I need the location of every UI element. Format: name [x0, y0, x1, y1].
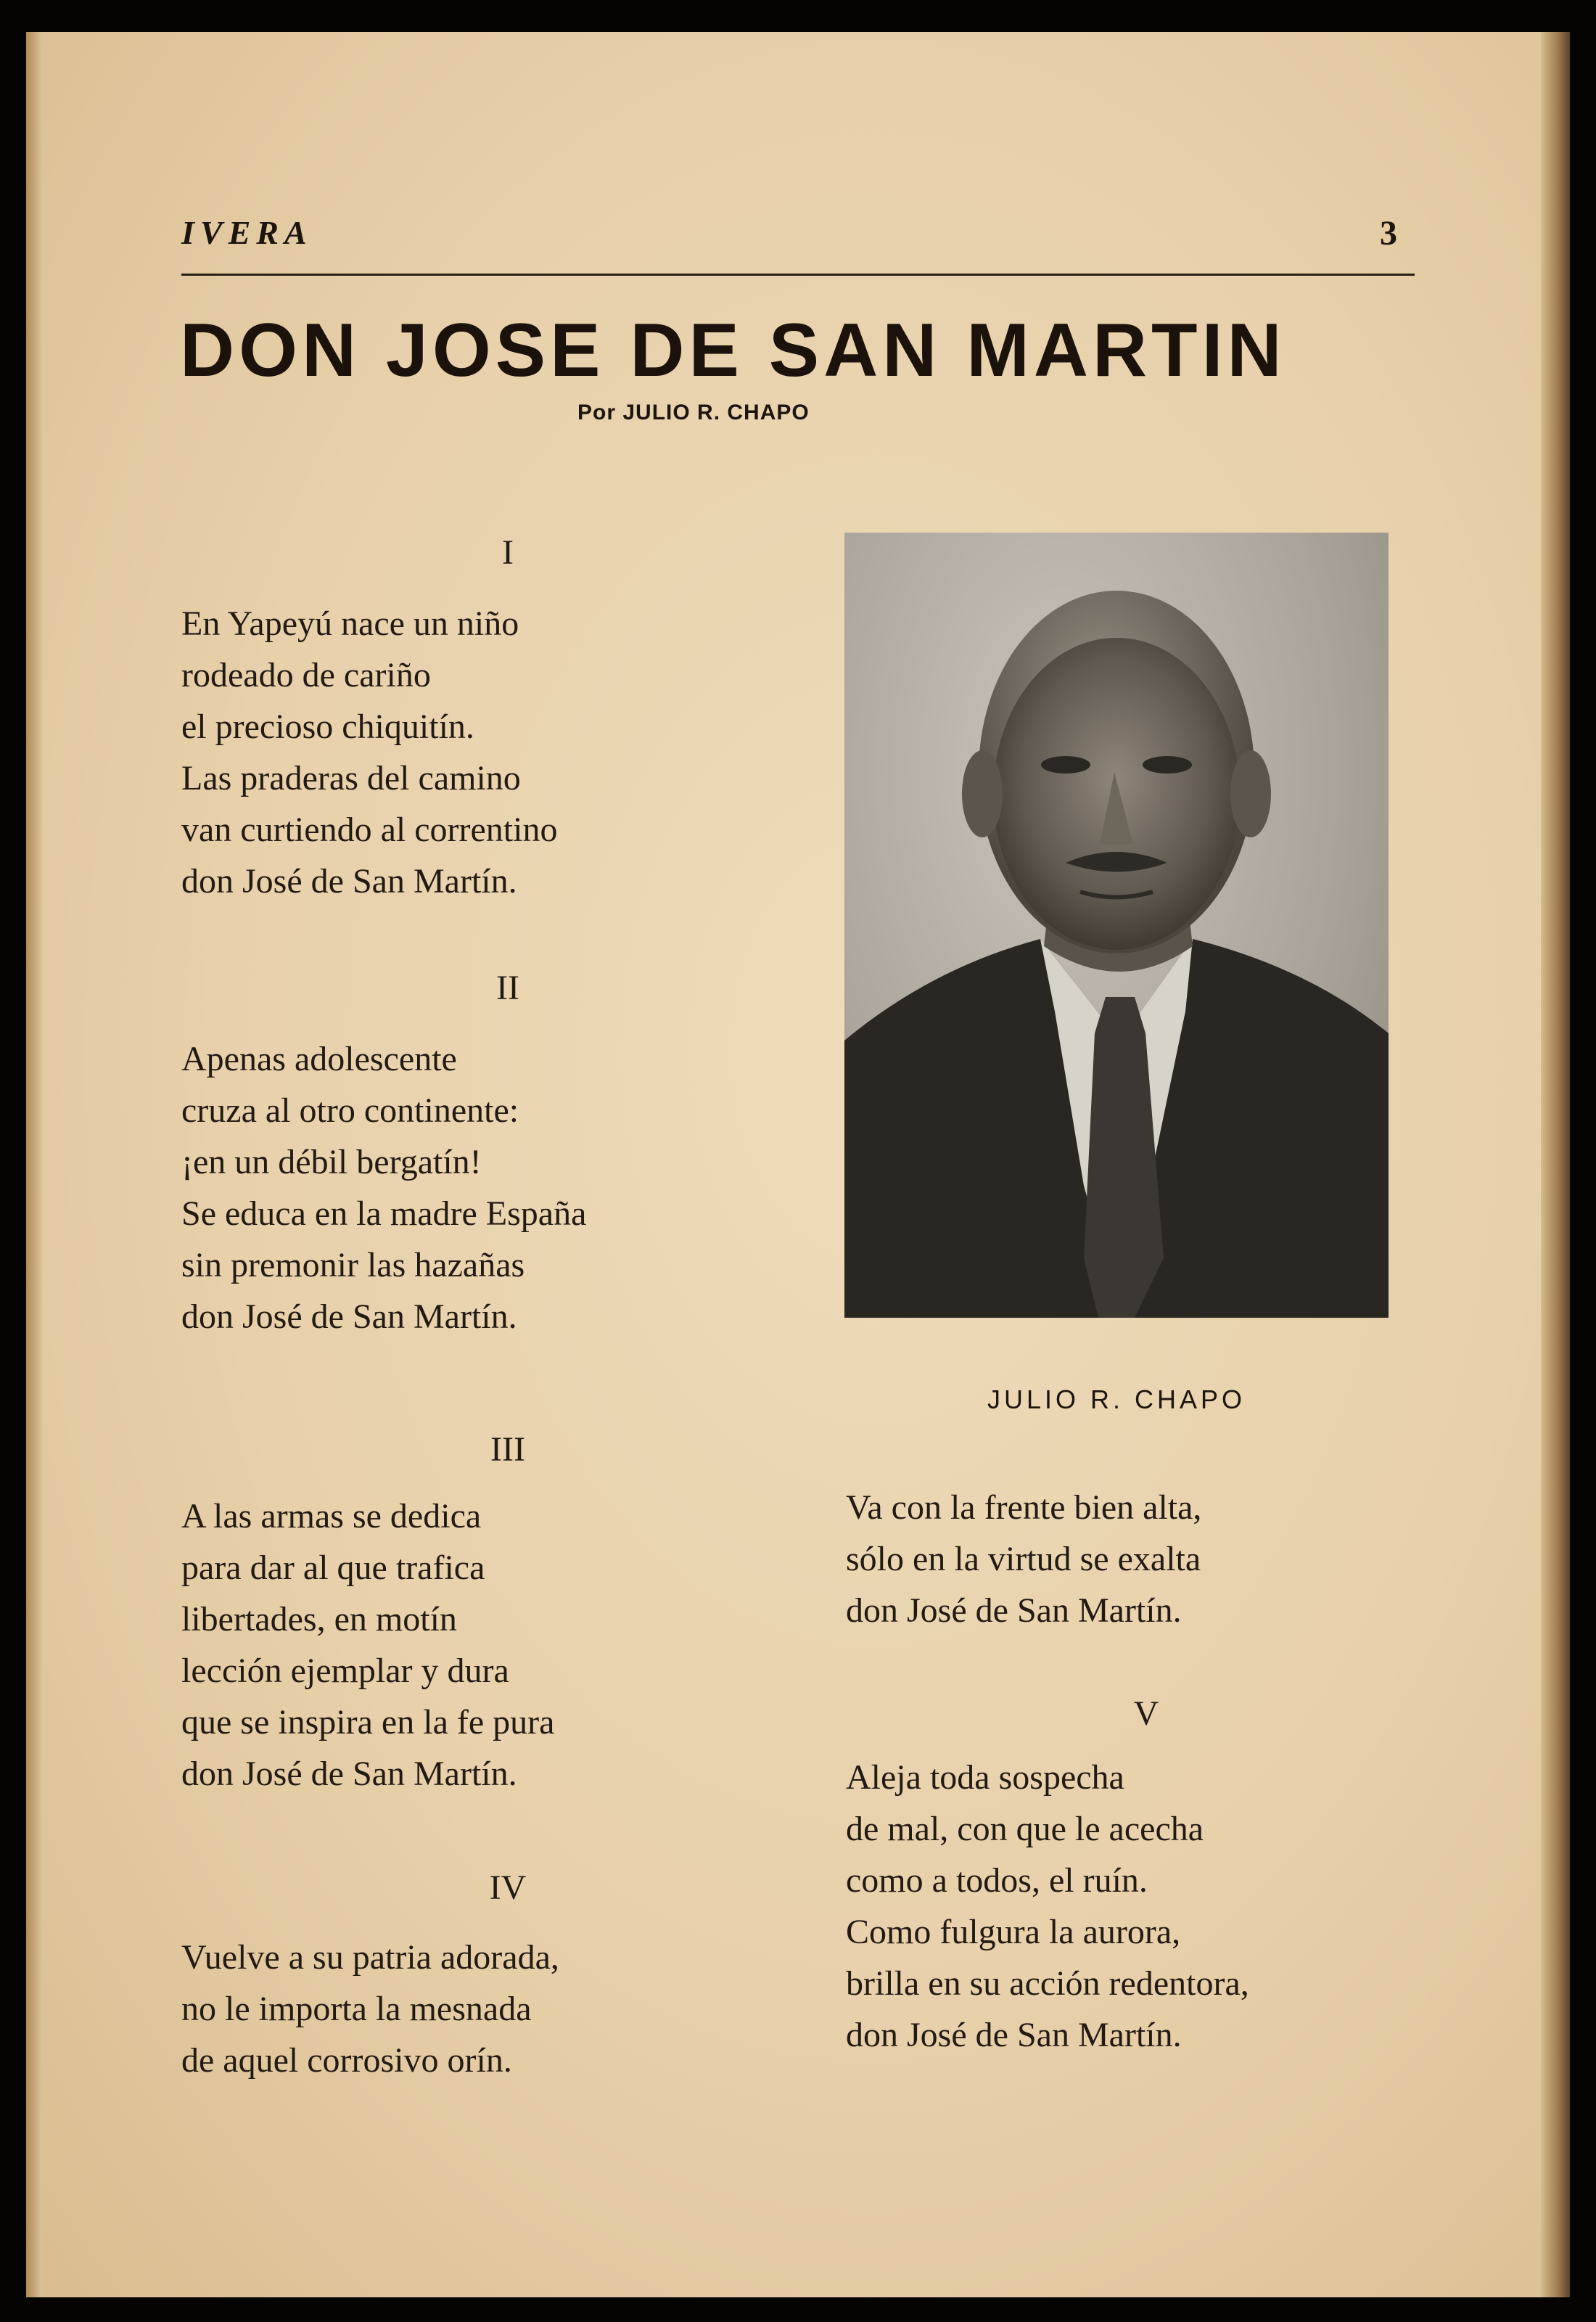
page-number: 3: [1380, 214, 1397, 253]
verse-line: de mal, con que le acecha: [846, 1810, 1204, 1848]
stanza: [181, 1033, 586, 1342]
stanza: [181, 1490, 554, 1800]
verse-line: A las armas se dedica: [181, 1497, 482, 1535]
verse-line: don José de San Martín.: [181, 862, 517, 901]
verse-line: brilla en su acción redentora,: [846, 1964, 1249, 2003]
page-edge: [1541, 32, 1570, 2297]
verse-line: Vuelve a su patria adorada,: [181, 1938, 559, 1977]
article-byline: Por JULIO R. CHAPO: [577, 401, 810, 424]
verse-line: no le importa la mesnada: [181, 1990, 532, 2028]
verse-line: como a todos, el ruín.: [846, 1861, 1148, 1900]
stanza: [181, 598, 557, 907]
verse-line: Se educa en la madre España: [181, 1194, 587, 1233]
verse-line: ¡en un débil bergatín!: [181, 1143, 482, 1181]
verse-line: libertades, en motín: [181, 1600, 457, 1638]
header-rule: [181, 274, 1415, 276]
verse-line: rodeado de cariño: [181, 656, 431, 694]
stanza-continued: [846, 1482, 1201, 1636]
verse-line: van curtiendo al correntino: [181, 811, 558, 849]
verse-line: cruza al otro continente:: [181, 1091, 519, 1130]
stanza-number: IV: [489, 1868, 527, 1907]
stanza-number: I: [502, 533, 514, 572]
verse-line: sin premonir las hazañas: [181, 1246, 525, 1284]
verse-line: Va con la frente bien alta,: [846, 1488, 1202, 1527]
verse-line: para dar al que trafica: [181, 1548, 485, 1587]
photo-caption: JULIO R. CHAPO: [987, 1384, 1246, 1414]
stanza-number: III: [490, 1430, 525, 1469]
author-portrait: [844, 533, 1389, 1318]
verse-line: Aleja toda sospecha: [846, 1758, 1124, 1797]
stanza-number: II: [496, 969, 519, 1007]
verse-line: que se inspira en la fe pura: [181, 1703, 555, 1742]
stanza: [846, 1752, 1249, 2061]
verse-line: don José de San Martín.: [181, 1755, 517, 1793]
book-page: [26, 32, 1570, 2297]
verse-line: el precioso chiquitín.: [181, 707, 474, 746]
verse-line: Las praderas del camino: [181, 759, 521, 797]
verse-line: don José de San Martín.: [846, 1591, 1182, 1630]
verse-line: sólo en la virtud se exalta: [846, 1540, 1201, 1578]
verse-line: En Yapeyú nace un niño: [181, 604, 519, 643]
stanza-number: V: [1133, 1694, 1159, 1733]
verse-line: don José de San Martín.: [181, 1297, 517, 1336]
verse-line: Como fulgura la aurora,: [846, 1913, 1181, 1951]
verse-line: Apenas adolescente: [181, 1040, 457, 1078]
verse-line: de aquel corrosivo orín.: [181, 2041, 512, 2080]
verse-line: don José de San Martín.: [846, 2016, 1182, 2054]
stanza: [181, 1932, 559, 2086]
page-gutter: [26, 32, 42, 2297]
running-title: IVERA: [181, 214, 313, 251]
article-title: DON JOSE DE SAN MARTIN: [180, 308, 1286, 393]
verse-line: lección ejemplar y dura: [181, 1652, 509, 1690]
